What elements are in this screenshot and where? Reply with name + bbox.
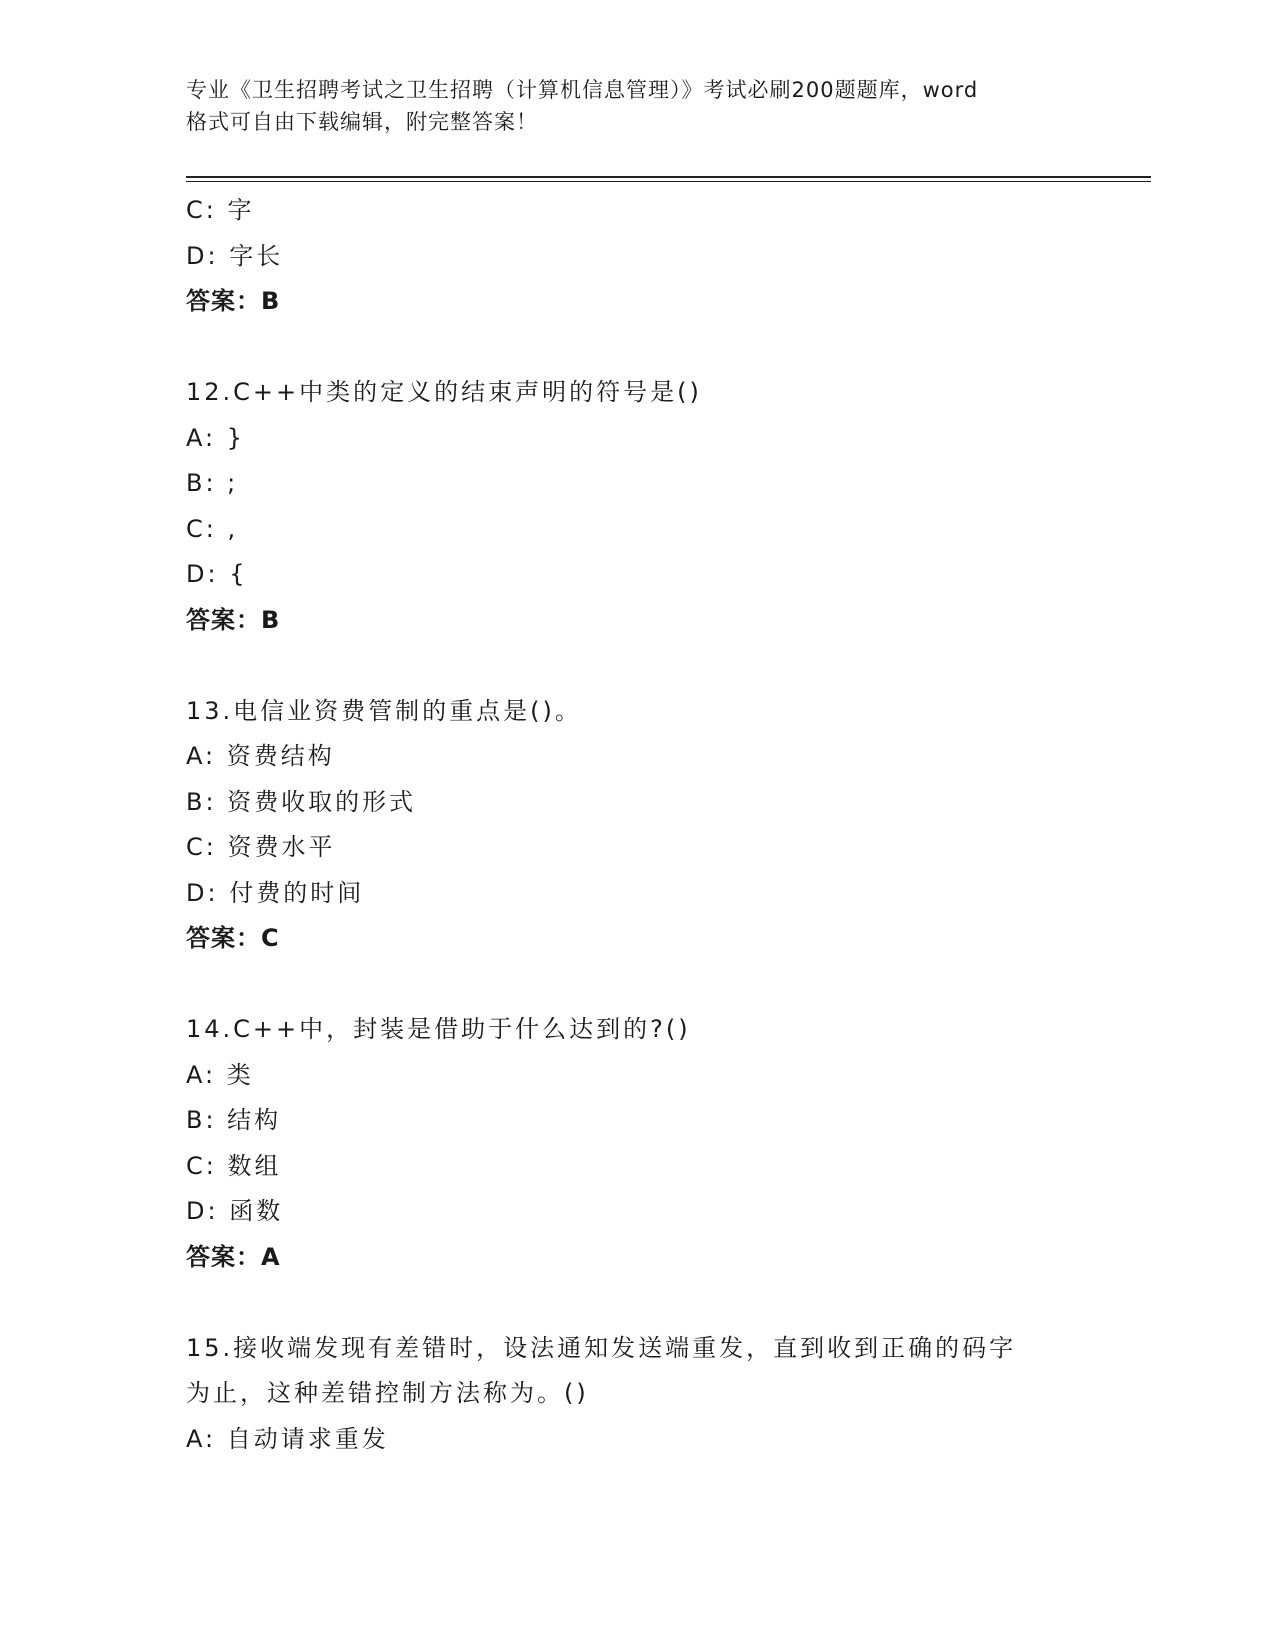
option-b: B: 结构 xyxy=(186,1106,282,1134)
question-stem-line-2: 为止，这种差错控制方法称为。() xyxy=(186,1379,589,1407)
option-c: C: 字 xyxy=(186,196,255,224)
question-11-tail xyxy=(186,188,1106,325)
option-a: A: } xyxy=(186,423,245,452)
question-14 xyxy=(186,1007,1106,1280)
option-c: C: 资费水平 xyxy=(186,833,336,861)
header-divider-thin xyxy=(186,181,1151,182)
header-line-2: 格式可自由下载编辑，附完整答案！ xyxy=(186,110,538,134)
spacer xyxy=(186,643,1106,689)
option-c: C: , xyxy=(186,514,239,543)
option-a: A: 类 xyxy=(186,1060,254,1089)
answer: 答案：B xyxy=(186,605,281,634)
question-stem: 14.C++中，封装是借助于什么达到的?() xyxy=(186,1015,691,1043)
answer: 答案：C xyxy=(186,924,280,952)
option-c: C: 数组 xyxy=(186,1151,282,1180)
spacer xyxy=(186,962,1106,1008)
question-12 xyxy=(186,370,1106,643)
answer: 答案：B xyxy=(186,287,281,315)
option-b: B: 资费收取的形式 xyxy=(186,787,417,816)
answer: 答案：A xyxy=(186,1242,281,1271)
header-divider-thick xyxy=(186,176,1151,178)
option-d: D: { xyxy=(186,560,248,588)
header-line-1: 专业《卫生招聘考试之卫生招聘（计算机信息管理）》考试必刷200题题库，word xyxy=(186,78,979,102)
spacer xyxy=(186,1280,1106,1326)
option-d: D: 字长 xyxy=(186,241,284,270)
question-stem: 12.C++中类的定义的结束声明的符号是() xyxy=(186,378,702,406)
option-a: A: 自动请求重发 xyxy=(186,1424,389,1453)
option-b: B: ; xyxy=(186,469,239,497)
option-d: D: 付费的时间 xyxy=(186,878,365,907)
question-list xyxy=(186,188,1106,1462)
option-d: D: 函数 xyxy=(186,1197,284,1225)
option-a: A: 资费结构 xyxy=(186,742,335,770)
question-15 xyxy=(186,1326,1106,1463)
question-stem-line-1: 15.接收端发现有差错时，设法通知发送端重发，直到收到正确的码字 xyxy=(186,1333,1017,1362)
document-header xyxy=(186,74,1086,138)
question-stem: 13.电信业资费管制的重点是()。 xyxy=(186,696,582,725)
spacer xyxy=(186,325,1106,371)
question-13 xyxy=(186,689,1106,962)
